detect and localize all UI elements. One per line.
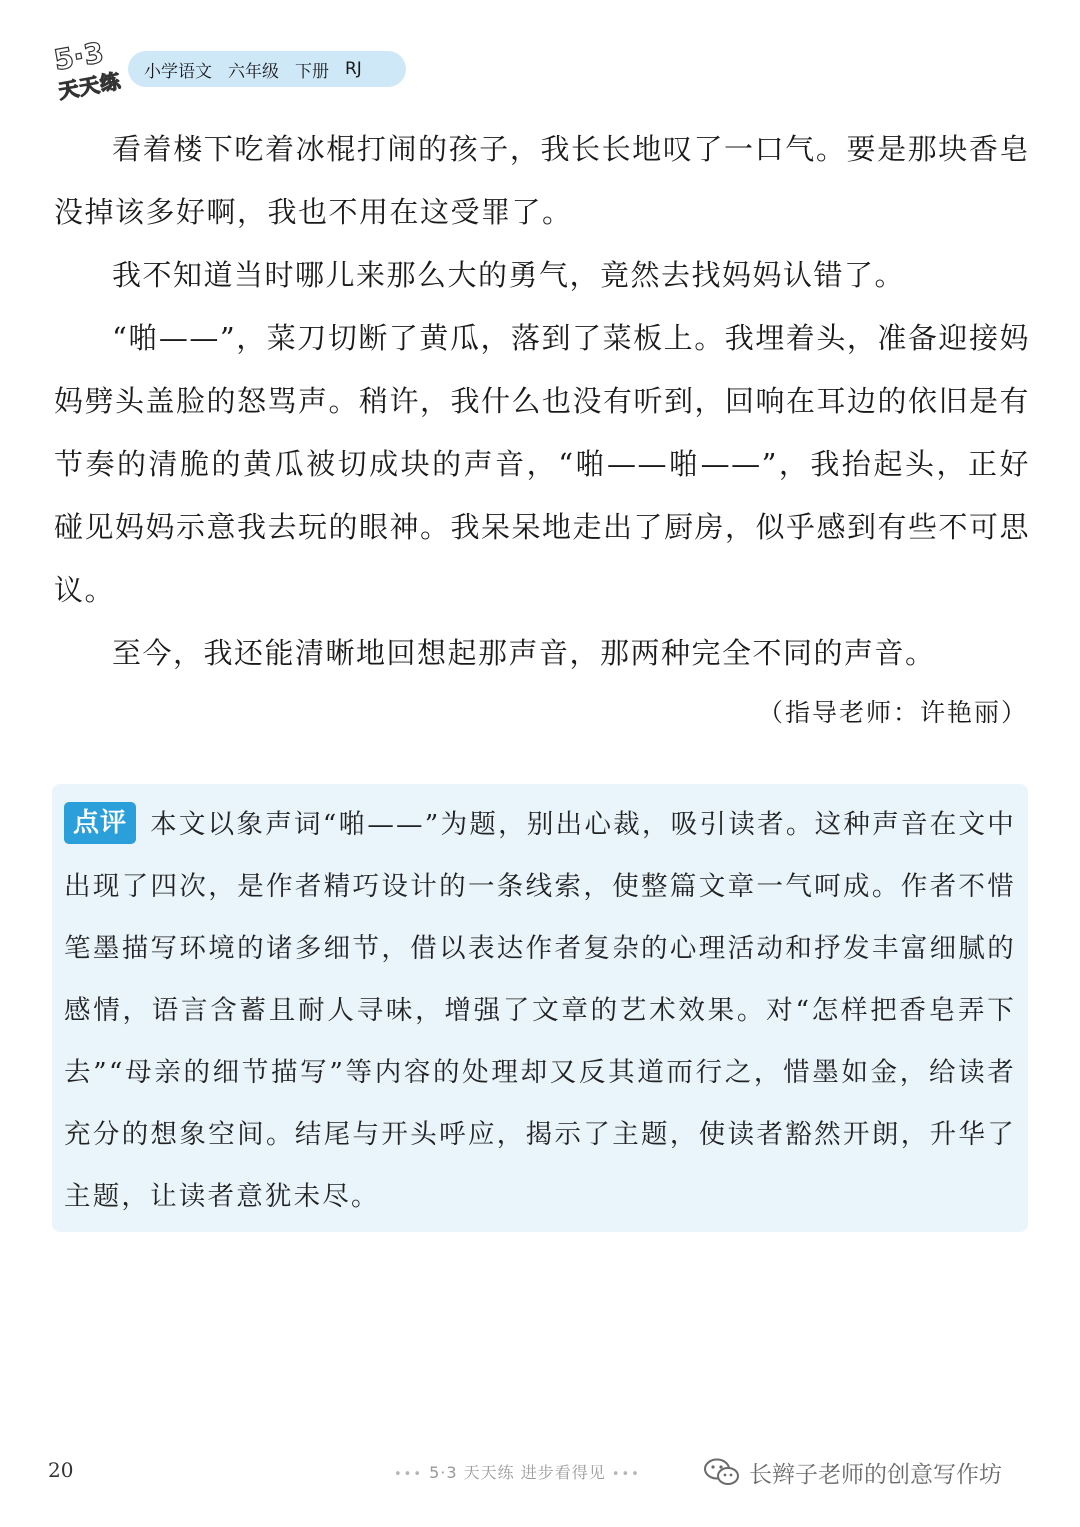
edition-label: RJ bbox=[345, 59, 362, 79]
review-text: 本文以象声词“啪——”为题，别出心裁，吸引读者。这种声音在文中出现了四次，是作者精巧设计的一条线索，使整篇文章一气呵成。作者不惜笔墨描写环境的诸多细节，借以表达作者复杂的心理活动和抒发丰富细腻的感情，语言含蓄且耐人寻味，增强了文章的艺术效果。对“怎样把香皂弄下去”“母亲的细节描写”等内容的处理却又反其道而行之，惜墨如金，给读者充分的想象空间。结尾与开头呼应，揭示了主题，使读者豁然开朗，升华了主题，让读者意犹未尽。 bbox=[64, 809, 1016, 1212]
wechat-icon bbox=[703, 1457, 741, 1487]
review-text-block bbox=[64, 794, 1016, 1228]
subject-label: 小学语文 bbox=[144, 61, 212, 82]
article-body bbox=[54, 118, 1030, 685]
review-section bbox=[52, 784, 1028, 1232]
review-badge: 点评 bbox=[64, 802, 136, 844]
logo-text: 天天练 bbox=[56, 68, 123, 104]
brand-logo bbox=[50, 35, 132, 104]
article-paragraph: 我不知道当时哪儿来那么大的勇气，竟然去找妈妈认错了。 bbox=[112, 258, 906, 292]
footer-slogan: 5·3 天天练 进步看得见 bbox=[429, 1463, 606, 1482]
watermark bbox=[703, 1454, 1002, 1490]
teacher-credit: （指导老师：许艳丽） bbox=[757, 698, 1028, 727]
page-number: 20 bbox=[48, 1458, 74, 1482]
book-info-header bbox=[128, 51, 406, 87]
footer-dots-right: ••• bbox=[611, 1467, 641, 1482]
footer-dots-left: ••• bbox=[394, 1467, 424, 1482]
volume-label: 下册 bbox=[295, 61, 329, 82]
article-paragraph: “啪——”，菜刀切断了黄瓜，落到了菜板上。我埋着头，准备迎接妈妈劈头盖脸的怒骂声。稍许，我什么也没有听到，回响在耳边的依旧是有节奏的清脆的黄瓜被切成块的声音，“啪——啪——”，我抬起头，正好碰见妈妈示意我去玩的眼神。我呆呆地走出了厨房，似乎感到有些不可思议。 bbox=[54, 321, 1031, 607]
watermark-text: 长辫子老师的创意写作坊 bbox=[749, 1461, 1002, 1488]
logo-number: 5·3 bbox=[51, 35, 107, 78]
article-paragraph: 看着楼下吃着冰棍打闹的孩子，我长长地叹了一口气。要是那块香皂没掉该多好啊，我也不用在这受罪了。 bbox=[54, 132, 1030, 229]
grade-label: 六年级 bbox=[228, 61, 279, 82]
footer-slogan-row bbox=[394, 1460, 641, 1483]
article-paragraph: 至今，我还能清晰地回想起那声音，那两种完全不同的声音。 bbox=[112, 636, 936, 670]
